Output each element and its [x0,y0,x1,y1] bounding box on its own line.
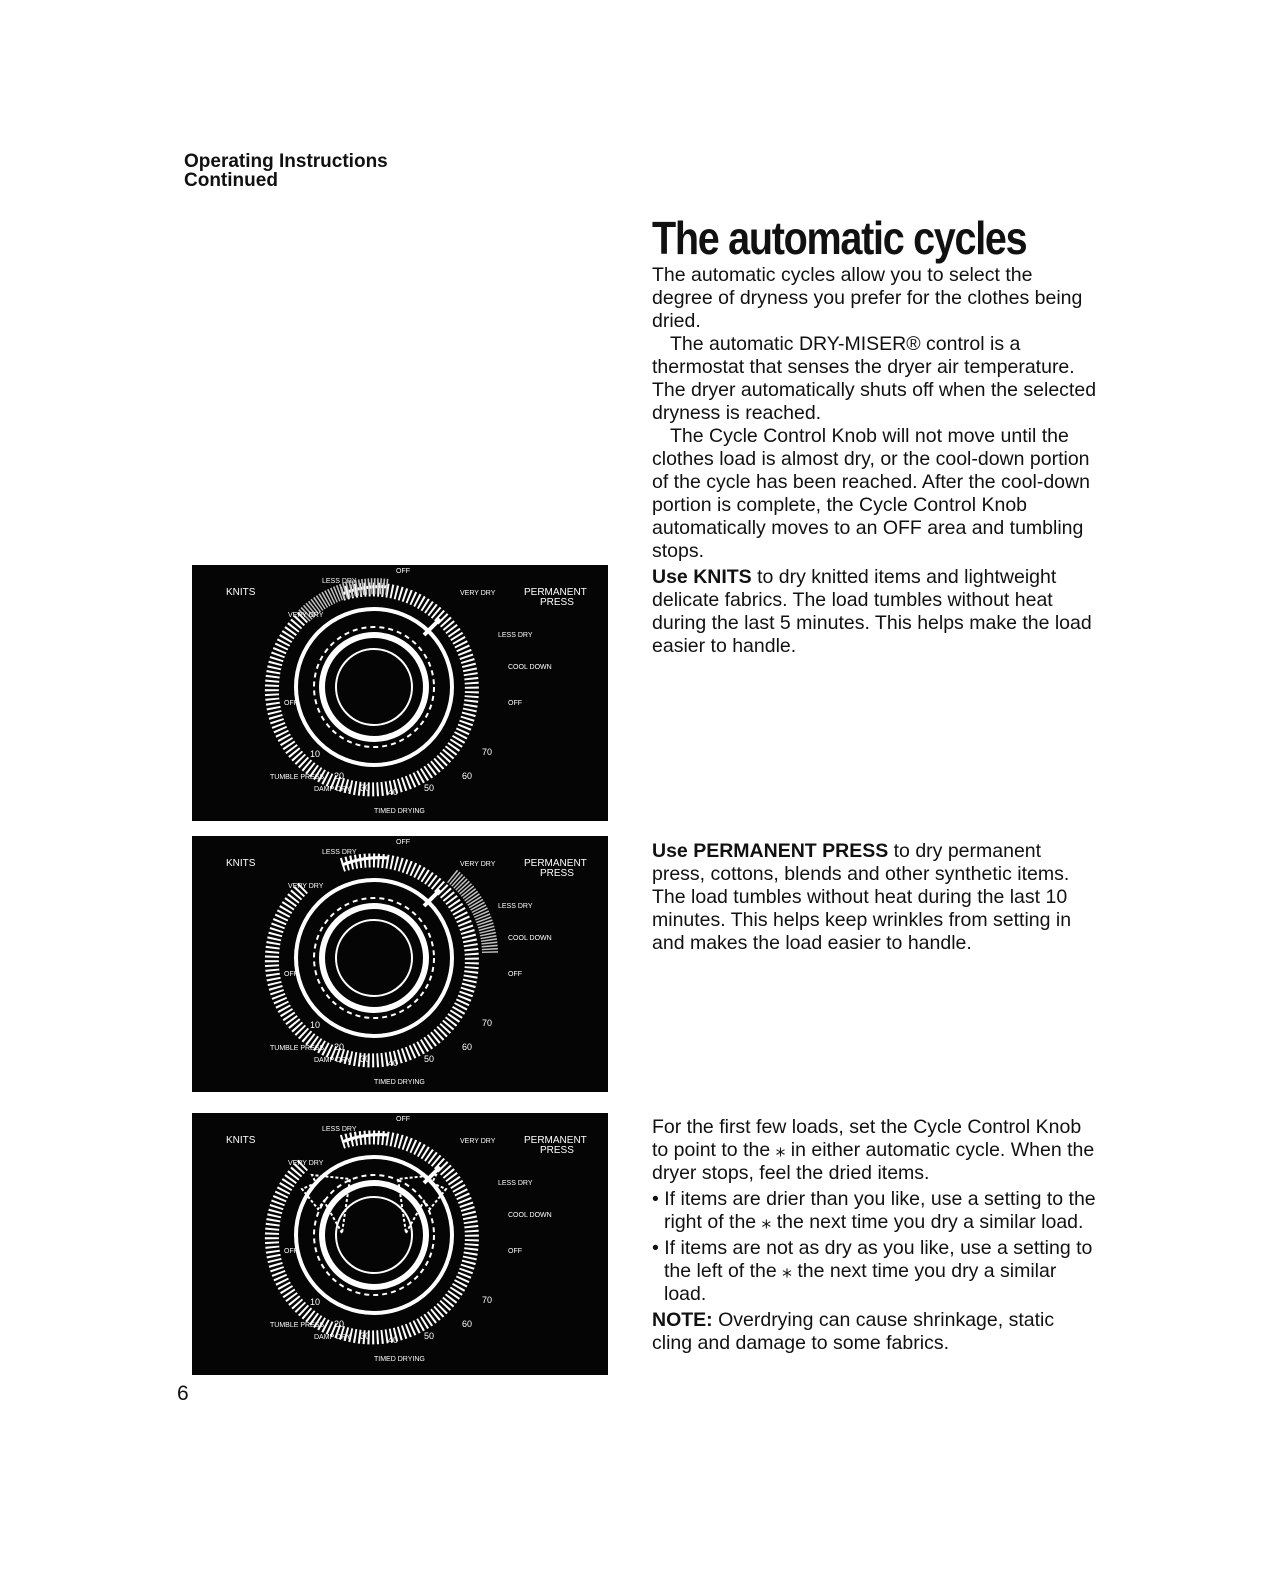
label-40: 40 [388,1058,399,1068]
label-60: 60 [462,1319,473,1329]
label-20: 20 [334,1042,345,1052]
label-30: 30 [360,1331,371,1341]
label-tumble-press: TUMBLE PRESS [270,774,325,781]
cycle-control-knob[interactable] [322,906,426,1010]
label-tumble-press: TUMBLE PRESS [270,1045,325,1052]
label-less-dry-knits: LESS DRY [322,578,357,585]
label-tumble-press: TUMBLE PRESS [270,1322,325,1329]
page-title: The automatic cycles [652,212,1027,264]
label-less-dry-pp: LESS DRY [498,632,533,639]
label-10: 10 [310,749,321,759]
permanent-press-section [652,840,1097,955]
label-damp-dry: DAMP DRY [314,1334,351,1341]
label-60: 60 [462,771,473,781]
note-paragraph [652,1309,1097,1355]
permanent-press-paragraph [652,840,1097,955]
bullet-drier: • If items are drier than you like, use a setting to the right of the ⁎ the next time you dry a similar load. [652,1188,1096,1233]
header-line-1: Operating Instructions [184,151,388,172]
label-very-dry-knits: VERY DRY [288,1160,324,1167]
label-off-left: OFF [284,700,298,707]
label-50: 50 [424,1331,435,1341]
label-40: 40 [388,1335,399,1345]
label-off-left: OFF [284,1248,298,1255]
label-very-dry-knits: VERY DRY [288,883,324,890]
label-off-right: OFF [508,971,522,978]
label-knits: KNITS [226,1135,256,1146]
label-less-dry-pp: LESS DRY [498,903,533,910]
label-30: 30 [360,783,371,793]
label-knits: KNITS [226,858,256,869]
cycle-control-knob[interactable] [322,1183,426,1287]
label-off-right: OFF [508,700,522,707]
label-cool-down: COOL DOWN [508,1212,552,1219]
label-10: 10 [310,1020,321,1030]
label-cool-down: COOL DOWN [508,935,552,942]
intro-section [652,264,1097,658]
label-timed-drying: TIMED DRYING [374,1079,425,1086]
page-number: 6 [177,1382,189,1405]
intro-paragraph: The automatic cycles allow you to select the degree of dryness you prefer for the clothes being dried. [652,264,1083,332]
knits-text: to dry knitted items and lightweight delicate fabrics. The load tumbles without heat during the last 5 minutes. This helps make the load easier to handle. [652,566,1092,657]
label-very-dry-pp: VERY DRY [460,590,496,597]
label-50: 50 [424,1054,435,1064]
label-press: PRESS [540,597,574,608]
label-20: 20 [334,771,345,781]
knits-paragraph [652,566,1097,658]
label-less-dry-pp: LESS DRY [498,1180,533,1187]
label-10: 10 [310,1297,321,1307]
label-very-dry-pp: VERY DRY [460,861,496,868]
label-damp-dry: DAMP DRY [314,1057,351,1064]
dry-miser-paragraph: The automatic DRY-MISER® control is a thermostat that senses the dryer air temperature. The dryer automatically shuts off when the selected dryness is reached. [652,333,1097,424]
label-70: 70 [482,747,493,757]
dial-figure-permanent-press [192,836,608,1092]
label-cool-down: COOL DOWN [508,664,552,671]
label-press: PRESS [540,1145,574,1156]
label-timed-drying: TIMED DRYING [374,1356,425,1363]
label-permanent: PERMANENT [524,858,587,869]
label-off-left: OFF [284,971,298,978]
label-off-top: OFF [396,1116,410,1123]
label-damp-dry: DAMP DRY [314,786,351,793]
label-press: PRESS [540,868,574,879]
label-50: 50 [424,783,435,793]
cycle-knob-paragraph: The Cycle Control Knob will not move until the clothes load is almost dry, or the cool-down portion of the cycle has been reached. After the cool-down portion is complete, the Cycle Control Knob automatically moves to an OFF area and tumbling stops. [652,425,1090,562]
label-less-dry-knits: LESS DRY [322,1126,357,1133]
label-40: 40 [388,787,399,797]
label-permanent: PERMANENT [524,1135,587,1146]
label-off-right: OFF [508,1248,522,1255]
permanent-press-lead: Use PERMANENT PRESS [652,840,889,862]
note-label: NOTE: [652,1309,713,1331]
label-70: 70 [482,1295,493,1305]
label-permanent: PERMANENT [524,587,587,598]
label-off-top: OFF [396,839,410,846]
label-less-dry-knits: LESS DRY [322,849,357,856]
header-line-2: Continued [184,170,278,191]
label-off-top: OFF [396,568,410,575]
cycle-control-knob[interactable] [322,635,426,739]
label-knits: KNITS [226,587,256,598]
label-very-dry-pp: VERY DRY [460,1138,496,1145]
knits-lead: Use KNITS [652,566,752,588]
label-20: 20 [334,1319,345,1329]
first-loads-paragraph: For the first few loads, set the Cycle Control Knob to point to the ⁎ in either automatic cycle. When the dryer stops, feel the dried items. [652,1116,1095,1184]
permanent-press-text: to dry permanent press, cottons, blends and other synthetic items. The load tumbles without heat during the last 10 minutes. This helps keep wrinkles from setting in and makes the load easier to handle. [652,840,1072,954]
first-loads-section [652,1116,1097,1355]
dial-figure-settings [192,1113,608,1375]
bullet-not-dry: • If items are not as dry as you like, use a setting to the left of the ⁎ the next time you dry a similar load. [652,1237,1093,1305]
dial-figure-knits [192,565,608,821]
label-60: 60 [462,1042,473,1052]
label-30: 30 [360,1054,371,1064]
label-70: 70 [482,1018,493,1028]
section-header [184,152,388,190]
note-text: Overdrying can cause shrinkage, static cling and damage to some fabrics. [652,1309,1055,1354]
label-very-dry-knits: VERY DRY [288,612,324,619]
label-timed-drying: TIMED DRYING [374,808,425,815]
permanent-press-highlight [452,876,490,954]
